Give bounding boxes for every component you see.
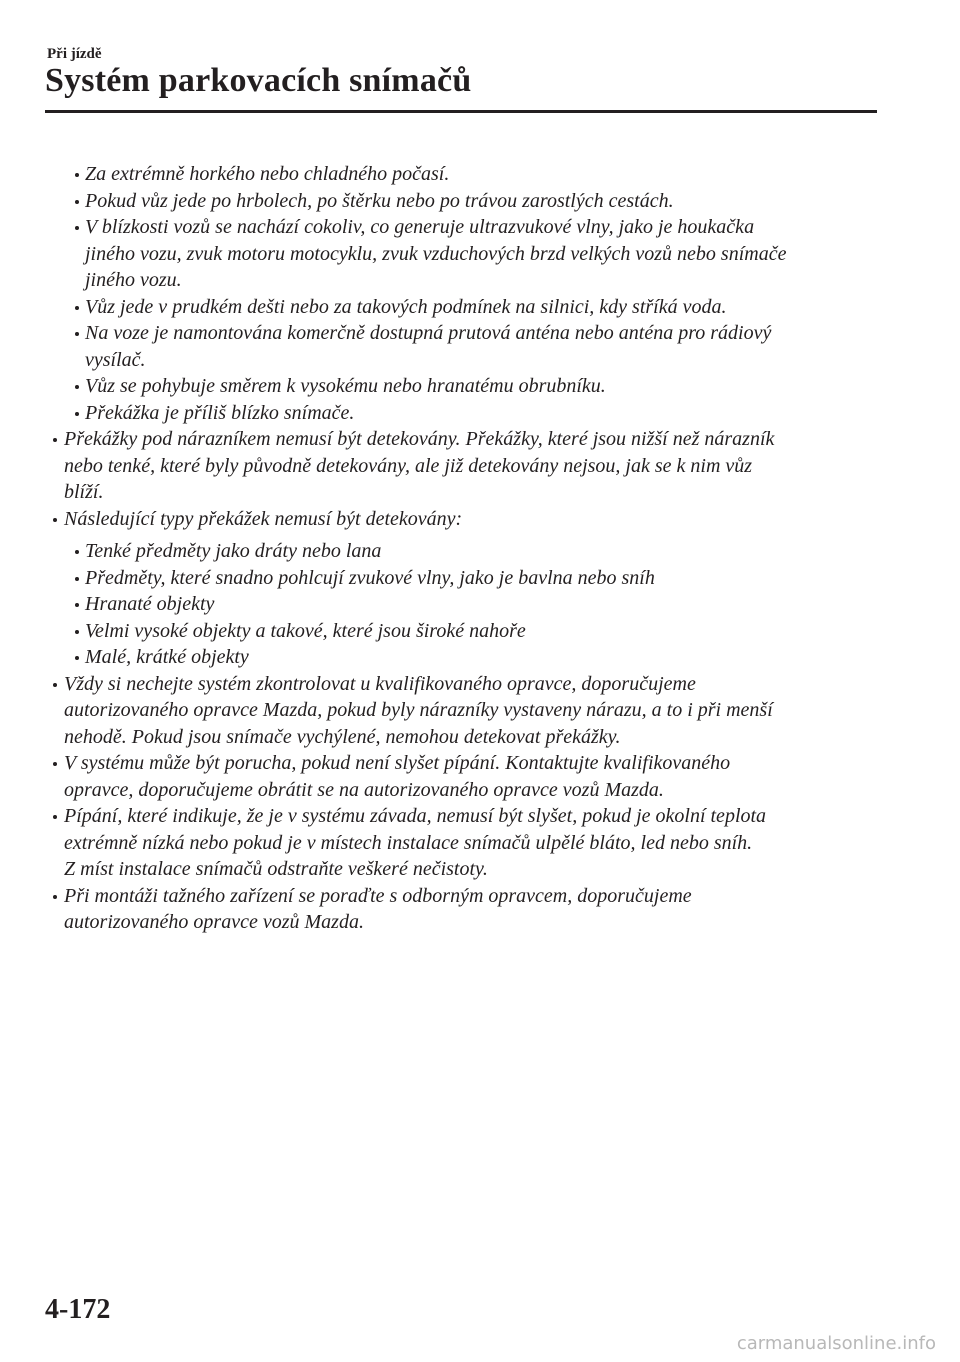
bullet-item xyxy=(0,373,960,400)
bullet-dot-icon xyxy=(75,577,79,581)
title-divider xyxy=(45,110,877,113)
text-line: nehodě. Pokud jsou snímače vychýlené, nemohou detekovat překážky. xyxy=(64,725,621,748)
bullet-item xyxy=(0,644,960,671)
text-line: V blízkosti vozů se nachází cokoliv, co generuje ultrazvukové vlny, jako je houkačka xyxy=(85,216,755,238)
text-line: nebo tenké, které byly původně detekovány, ale již detekovány nejsou, jak se k nim vůz xyxy=(64,454,753,477)
bullet-item xyxy=(0,803,960,883)
text-line: autorizovaného opravce Mazda, pokud byly nárazníky vystaveny nárazu, a to i při menší xyxy=(64,699,773,721)
bullet-item xyxy=(0,506,960,533)
bullet-dot-icon xyxy=(75,173,79,177)
bullet-dot-icon xyxy=(53,438,57,442)
bullet-item xyxy=(0,214,960,294)
text-line: Za extrémně horkého nebo chladného počasí. xyxy=(85,163,450,185)
bullet-dot-icon xyxy=(75,306,79,310)
bullet-item xyxy=(0,750,960,803)
bullet-dot-icon xyxy=(75,332,79,336)
obstacle-types-sublist xyxy=(0,538,960,671)
bullet-item xyxy=(0,565,960,592)
bullet-item xyxy=(0,161,960,188)
bullet-dot-icon xyxy=(53,683,57,687)
bullet-item xyxy=(0,671,960,751)
bullet-item xyxy=(0,320,960,373)
text-line: Pokud vůz jede po hrbolech, po štěrku nebo po trávou zarostlých cestách. xyxy=(85,189,674,212)
bullet-dot-icon xyxy=(75,200,79,204)
bullet-dot-icon xyxy=(75,412,79,416)
bullet-dot-icon xyxy=(75,226,79,230)
watermark: carmanualsonline.info xyxy=(736,1333,936,1354)
text-line: opravce, doporučujeme obrátit se na autorizovaného opravce vozů Mazda. xyxy=(64,778,664,801)
bullet-dot-icon xyxy=(53,518,57,522)
text-line: Vůz se pohybuje směrem k vysokému nebo hranatému obrubníku. xyxy=(85,375,606,397)
bullet-item xyxy=(0,188,960,215)
conditions-sublist xyxy=(0,161,960,426)
content-body xyxy=(0,161,960,936)
text-line: Předměty, které snadno pohlcují zvukové vlny, jako je bavlna nebo sníh xyxy=(85,566,655,589)
page-title: Systém parkovacích snímačů xyxy=(45,62,472,99)
text-line: blíží. xyxy=(64,481,104,503)
text-line: Pípání, které indikuje, že je v systému závada, nemusí být slyšet, pokud je okolní teplota xyxy=(64,805,767,827)
text-line: Překážka je příliš blízko snímače. xyxy=(85,401,355,424)
bullet-item xyxy=(0,294,960,321)
bullet-dot-icon xyxy=(53,895,57,899)
text-line: Tenké předměty jako dráty nebo lana xyxy=(85,540,382,562)
bullet-dot-icon xyxy=(53,762,57,766)
bullet-item xyxy=(0,538,960,565)
page-number: 4-172 xyxy=(45,1294,111,1325)
bullet-dot-icon xyxy=(75,385,79,389)
text-line: Při montáži tažného zařízení se poraďte s odborným opravcem, doporučujeme xyxy=(64,884,692,907)
bullet-item xyxy=(0,618,960,645)
text-line: Následující typy překážek nemusí být detekovány: xyxy=(64,507,463,530)
text-line: jiného vozu, zvuk motoru motocyklu, zvuk vzduchových brzd velkých vozů nebo snímače xyxy=(85,242,787,265)
text-line: extrémně nízká nebo pokud je v místech instalace snímačů ulpělé bláto, led nebo sníh. xyxy=(64,831,753,854)
bullet-dot-icon xyxy=(75,550,79,554)
obstacle-notes-list xyxy=(0,426,960,532)
text-line: Malé, krátké objekty xyxy=(85,646,249,668)
text-line: autorizovaného opravce vozů Mazda. xyxy=(64,911,364,933)
text-line: Překážky pod nárazníkem nemusí být detekovány. Překážky, které jsou nižší než nárazník xyxy=(64,428,775,450)
text-line: Hranaté objekty xyxy=(85,593,215,615)
text-line: jiného vozu. xyxy=(85,269,182,291)
text-line: Velmi vysoké objekty a takové, které jsou široké nahoře xyxy=(85,619,526,642)
text-line: vysílač. xyxy=(85,348,146,371)
text-line: V systému může být porucha, pokud není slyšet pípání. Kontaktujte kvalifikovaného xyxy=(64,752,731,774)
bullet-dot-icon xyxy=(53,815,57,819)
bullet-item xyxy=(0,883,960,936)
bullet-dot-icon xyxy=(75,656,79,660)
bullet-dot-icon xyxy=(75,603,79,607)
text-line: Z míst instalace snímačů odstraňte veškeré nečistoty. xyxy=(64,858,488,880)
service-notes-list xyxy=(0,671,960,936)
bullet-item xyxy=(0,400,960,427)
text-line: Vždy si nechejte systém zkontrolovat u kvalifikovaného opravce, doporučujeme xyxy=(64,672,696,695)
bullet-dot-icon xyxy=(75,630,79,634)
text-line: Na voze je namontována komerčně dostupná prutová anténa nebo anténa pro rádiový xyxy=(85,322,772,344)
bullet-item xyxy=(0,591,960,618)
text-line: Vůz jede v prudkém dešti nebo za takových podmínek na silnici, kdy stříká voda. xyxy=(85,295,727,318)
section-label: Při jízdě xyxy=(47,46,102,62)
bullet-item xyxy=(0,426,960,506)
